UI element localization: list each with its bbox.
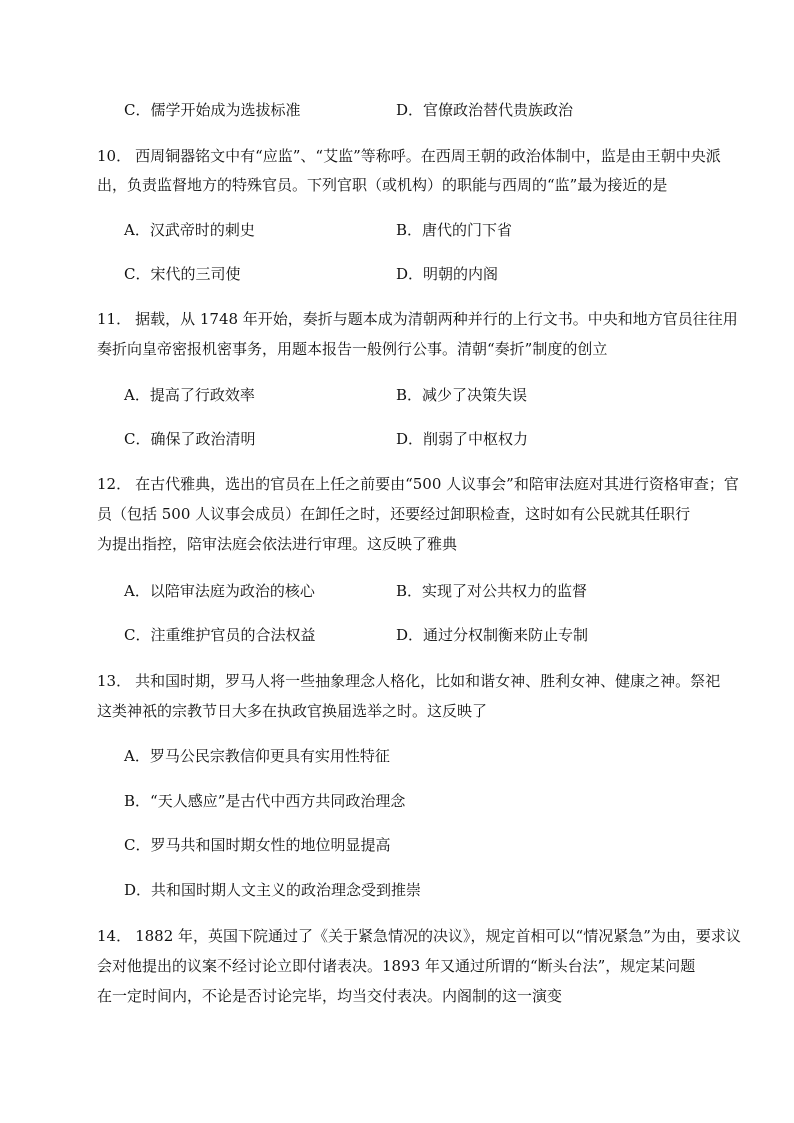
question-14-stem-line-1 (97, 926, 741, 946)
question-13-stem-line-1 (97, 671, 720, 691)
question-text: 西周铜器铭文中有“应监”、“艾监”等称呼。在西周王朝的政治体制中，监是由王朝中央派 (135, 147, 721, 165)
question-11-stem-line-1 (97, 309, 738, 329)
option-letter: A． (124, 747, 150, 765)
question-text: 1882 年，英国下院通过了《关于紧急情况的决议》，规定首相可以“情况紧急”为由，要求议 (135, 927, 741, 945)
option-text: 汉武帝时的刺史 (149, 221, 255, 239)
option-text: 注重维护官员的合法权益 (150, 626, 316, 644)
option-q9-d (396, 100, 573, 120)
option-q10-a (124, 220, 255, 240)
question-number: 11． (97, 310, 132, 328)
question-14-stem-line-3: 在一定时间内，不论是否讨论完毕，均当交付表决。内阁制的这一演变 (97, 987, 563, 1005)
option-text: 确保了政治清明 (150, 430, 256, 448)
option-text: 共和国时期人文主义的政治理念受到推崇 (151, 881, 422, 899)
option-q13-a (124, 746, 390, 766)
option-text: 削弱了中枢权力 (423, 430, 529, 448)
question-text: 在古代雅典，选出的官员在上任之前要由“500 人议事会”和陪审法庭对其进行资格审查；官 (135, 475, 739, 493)
option-q11-b (396, 385, 527, 405)
option-text: 提高了行政效率 (149, 386, 255, 404)
question-11-stem-line-2: 奏折向皇帝密报机密事务，用题本报告一般例行公事。清朝“奏折”制度的创立 (97, 340, 608, 358)
option-text: 罗马公民宗教信仰更具有实用性特征 (149, 747, 390, 765)
option-q9-c (124, 100, 301, 120)
option-letter: A． (124, 221, 150, 239)
option-q12-a (124, 581, 315, 601)
question-text: 共和国时期，罗马人将一些抽象理念人格化，比如和谐女神、胜利女神、健康之神。祭祀 (135, 672, 721, 690)
option-text: 以陪审法庭为政治的核心 (149, 582, 315, 600)
question-text: 据载，从 1748 年开始，奏折与题本成为清朝两种并行的上行文书。中央和地方官员往往用 (135, 310, 738, 328)
option-text: 官僚政治替代贵族政治 (423, 101, 574, 119)
option-letter: D． (124, 881, 152, 899)
option-letter: A． (124, 386, 150, 404)
option-text: 明朝的内阁 (423, 265, 499, 283)
option-q10-d (396, 264, 498, 284)
option-letter: D． (396, 265, 424, 283)
option-text: 罗马共和国时期女性的地位明显提高 (150, 836, 391, 854)
option-letter: B． (396, 582, 423, 600)
option-letter: C． (124, 626, 151, 644)
option-letter: C． (124, 836, 151, 854)
option-q13-d (124, 880, 421, 900)
option-q11-d (396, 429, 528, 449)
option-letter: B． (124, 792, 151, 810)
question-13-stem-line-2: 这类神祇的宗教节日大多在执政官换届选举之时。这反映了 (97, 702, 488, 720)
option-letter: A． (124, 582, 150, 600)
question-12-stem-line-3: 为提出指控，陪审法庭会依法进行审理。这反映了雅典 (97, 535, 458, 553)
option-q12-d (396, 625, 588, 645)
question-number: 14． (97, 927, 132, 945)
option-q13-b (124, 791, 405, 811)
option-q10-b (396, 220, 512, 240)
question-12-stem-line-1 (97, 474, 739, 494)
option-text: 儒学开始成为选拔标准 (150, 101, 301, 119)
option-q12-b (396, 581, 587, 601)
option-text: 宋代的三司使 (150, 265, 241, 283)
option-text: 减少了决策失误 (422, 386, 528, 404)
question-14-stem-line-2: 会对他提出的议案不经讨论立即付诸表决。1893 年又通过所谓的“断头台法”，规定某问题 (97, 957, 696, 975)
option-q13-c (124, 835, 391, 855)
option-letter: C． (124, 101, 151, 119)
option-letter: C． (124, 265, 151, 283)
option-text: “天人感应”是古代中西方共同政治理念 (150, 792, 406, 810)
question-number: 10． (97, 147, 132, 165)
option-letter: B． (396, 221, 423, 239)
option-letter: D． (396, 626, 424, 644)
question-12-stem-line-2: 员（包括 500 人议事会成员）在卸任之时，还要经过卸职检查，这时如有公民就其任职行 (97, 505, 691, 523)
question-number: 12． (97, 475, 132, 493)
option-q11-c (124, 429, 256, 449)
option-letter: B． (396, 386, 423, 404)
question-number: 13． (97, 672, 132, 690)
question-10-stem-line-1 (97, 146, 721, 166)
option-letter: C． (124, 430, 151, 448)
question-10-stem-line-2: 出，负责监督地方的特殊官员。下列官职（或机构）的职能与西周的“监”最为接近的是 (97, 176, 668, 194)
option-letter: D． (396, 101, 424, 119)
option-text: 唐代的门下省 (422, 221, 513, 239)
option-q11-a (124, 385, 255, 405)
option-text: 实现了对公共权力的监督 (422, 582, 588, 600)
option-letter: D． (396, 430, 424, 448)
option-q10-c (124, 264, 241, 284)
option-q12-c (124, 625, 316, 645)
option-text: 通过分权制衡来防止专制 (423, 626, 589, 644)
